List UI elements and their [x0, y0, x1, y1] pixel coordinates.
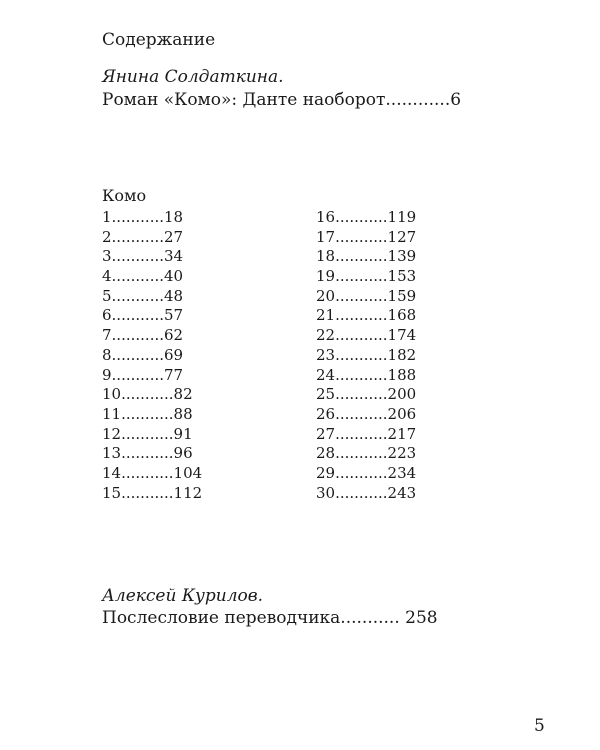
- chapter-entry: 11...........88: [102, 404, 193, 423]
- chapter-entry: 7...........62: [102, 326, 184, 345]
- intro-author: Янина Солдаткина.: [102, 67, 284, 87]
- contents-heading: Содержание: [102, 30, 216, 50]
- chapter-entry: 4...........40: [102, 267, 184, 286]
- chapter-entry: 16...........119: [316, 208, 417, 226]
- chapter-entry: 10...........82: [102, 385, 193, 404]
- chapter-list-left: [102, 207, 202, 502]
- chapter-entry: 17...........127: [316, 227, 417, 246]
- chapter-entry: 22...........174: [316, 326, 417, 345]
- chapter-entry: 14...........104: [102, 463, 203, 482]
- chapter-entry: 24...........188: [316, 365, 417, 384]
- chapter-entry: 29...........234: [316, 463, 417, 482]
- chapter-entry: 19...........153: [316, 267, 417, 286]
- chapter-entry: 6...........57: [102, 306, 184, 325]
- page-number: 5: [534, 716, 545, 736]
- chapter-entry: 21...........168: [316, 306, 417, 325]
- afterword-entry: Послесловие переводчика........... 258: [102, 608, 438, 628]
- chapter-list-right: [316, 207, 416, 502]
- chapter-entry: 13...........96: [102, 444, 193, 463]
- section-title: Комо: [102, 186, 147, 205]
- chapter-entry: 28...........223: [316, 444, 417, 463]
- chapter-entry: 8...........69: [102, 345, 184, 364]
- chapter-entry: 18...........139: [316, 247, 417, 266]
- chapter-entry: 1...........18: [102, 208, 184, 226]
- chapter-entry: 12...........91: [102, 424, 193, 443]
- chapter-entry: 26...........206: [316, 404, 417, 423]
- afterword-author: Алексей Курилов.: [102, 586, 264, 606]
- chapter-entry: 23...........182: [316, 345, 417, 364]
- chapter-entry: 9...........77: [102, 365, 184, 384]
- chapter-entry: 3...........34: [102, 247, 184, 266]
- chapter-entry: 2...........27: [102, 227, 184, 246]
- chapter-entry: 20...........159: [316, 286, 417, 305]
- intro-entry: Роман «Комо»: Данте наоборот............6: [102, 90, 462, 110]
- chapter-entry: 30...........243: [316, 483, 417, 502]
- chapter-entry: 15...........112: [102, 483, 203, 502]
- chapter-entry: 27...........217: [316, 424, 417, 443]
- chapter-entry: 25...........200: [316, 385, 417, 404]
- chapter-entry: 5...........48: [102, 286, 184, 305]
